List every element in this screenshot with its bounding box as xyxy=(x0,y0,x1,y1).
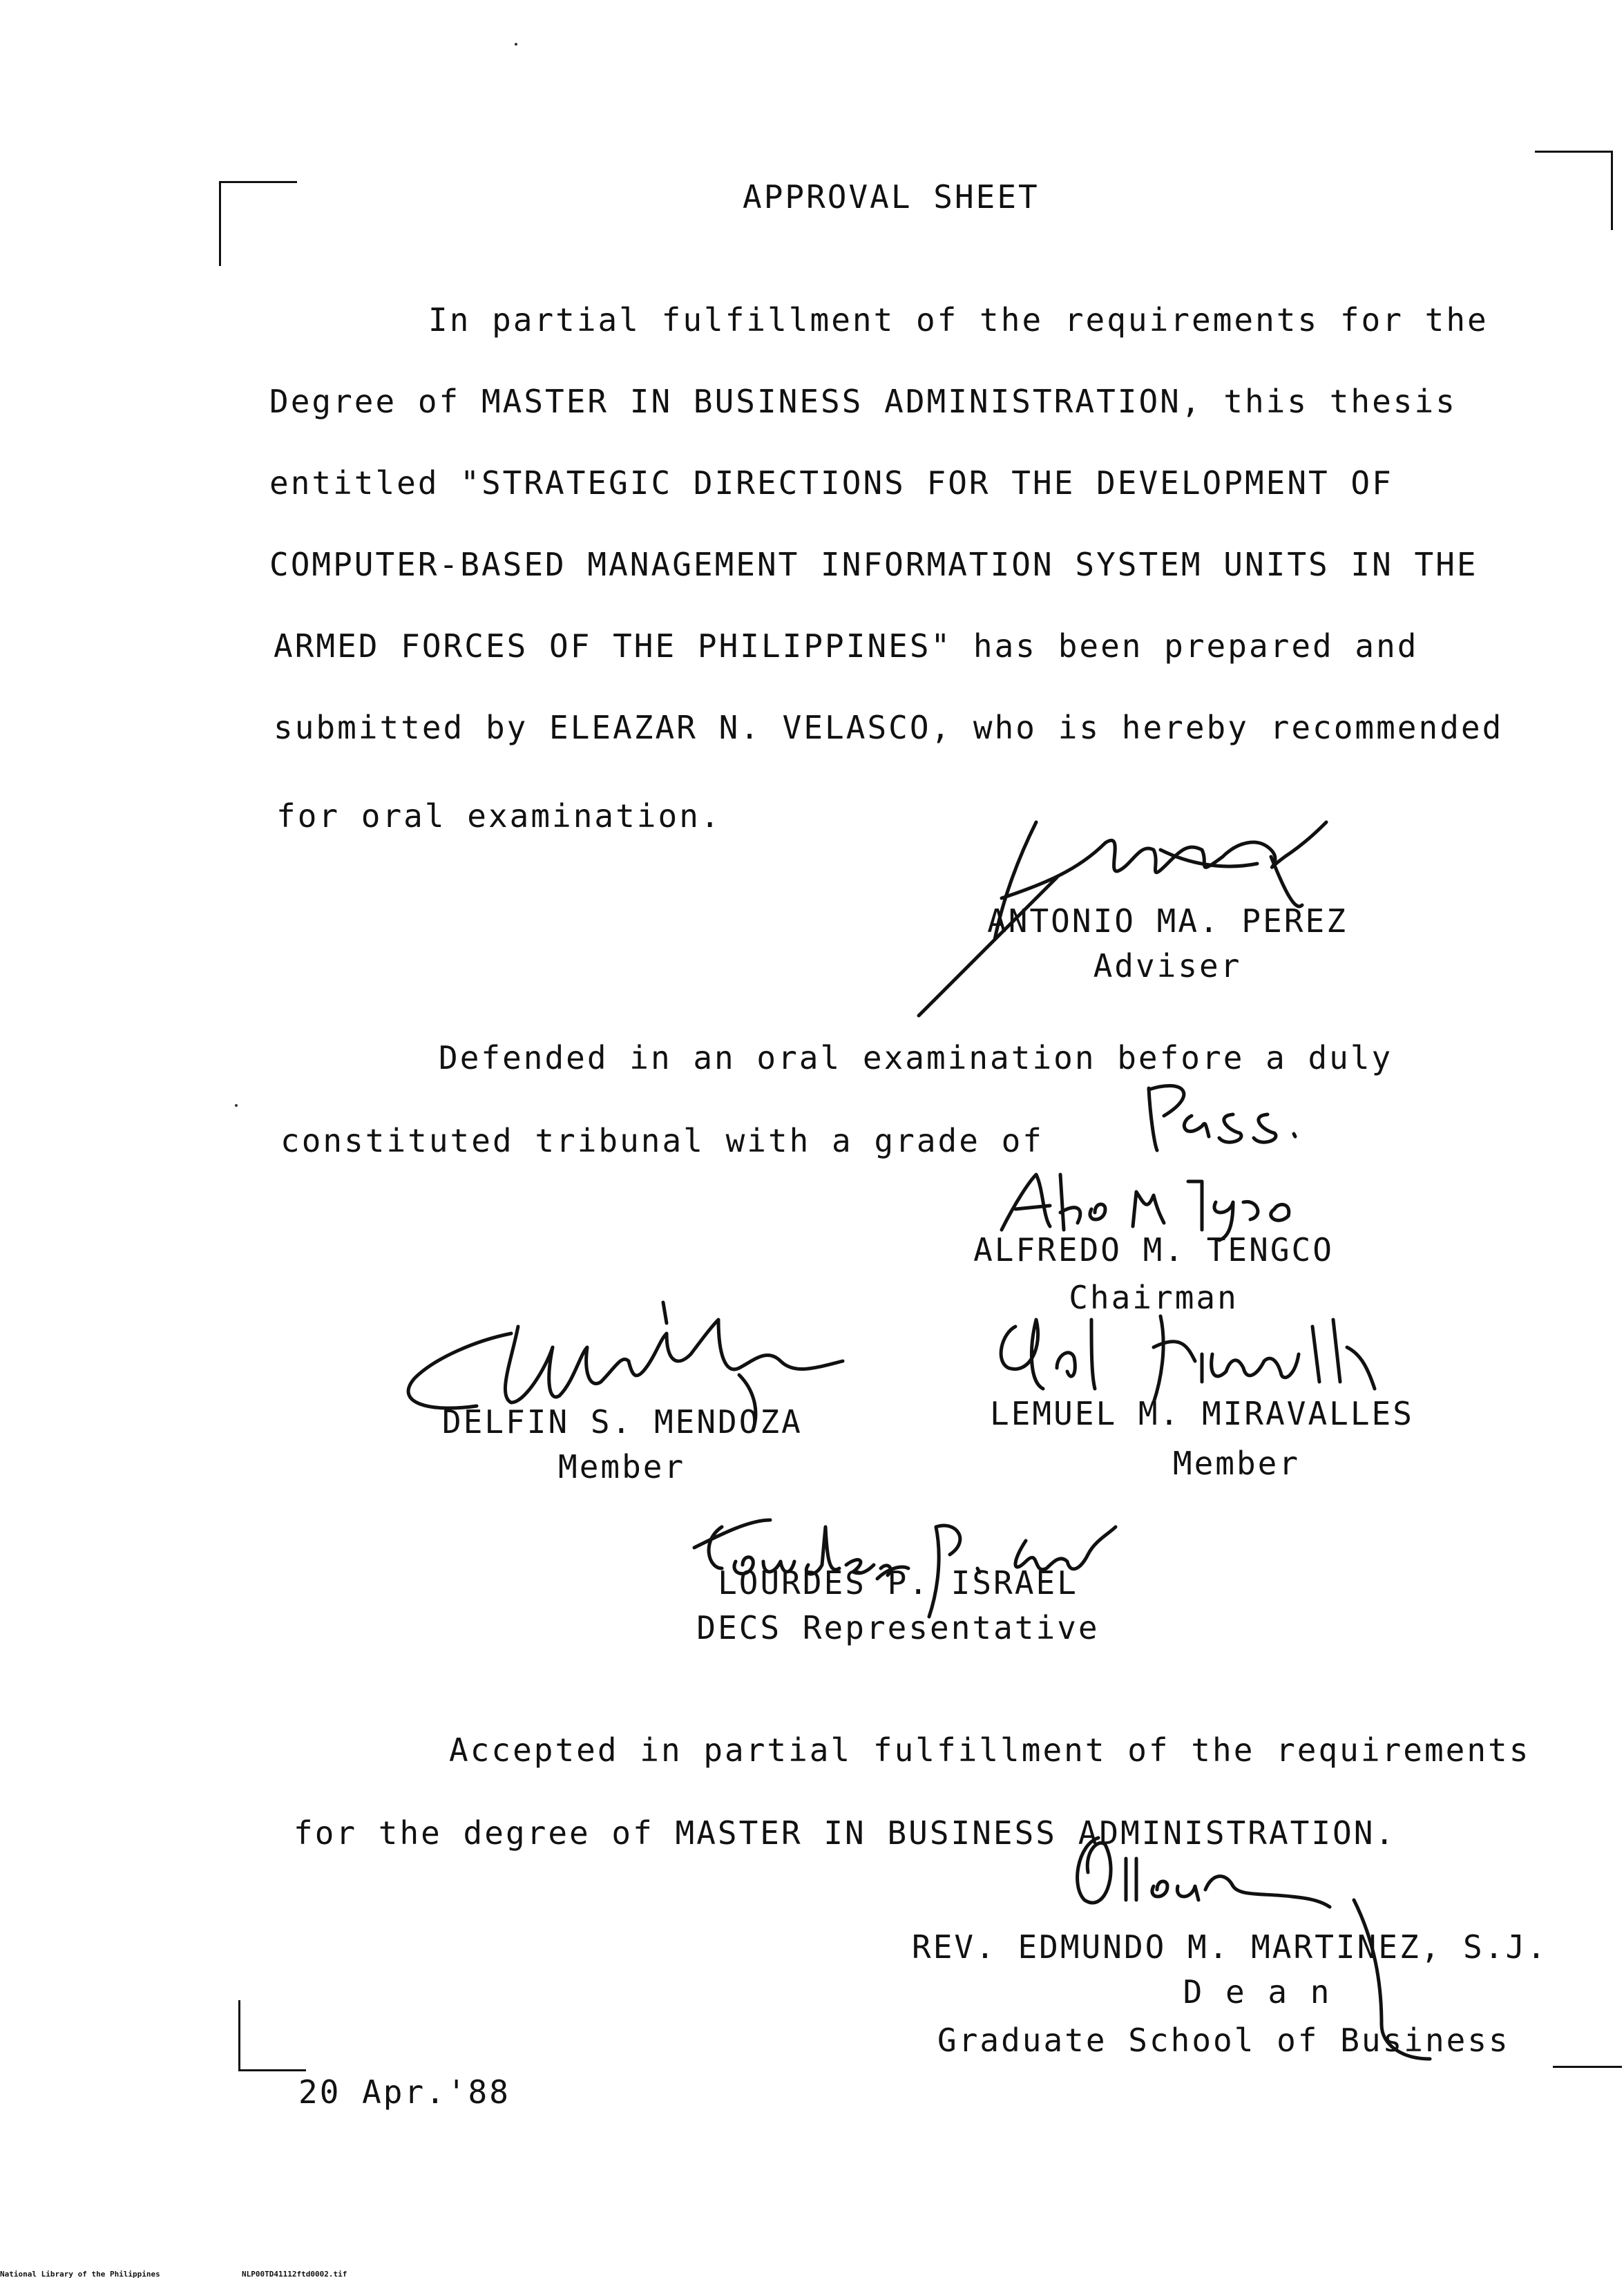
footer-filename: NLP00TD41112ftd0002.tif xyxy=(242,2270,347,2279)
paragraph-line: Accepted in partial fulfillment of the requirements xyxy=(449,1731,1531,1769)
dean-role: D e a n xyxy=(1183,1973,1332,2011)
scan-speck xyxy=(235,1104,238,1107)
corner-mark-top-right xyxy=(1535,151,1613,230)
scan-speck xyxy=(515,43,517,46)
member-right-signature xyxy=(988,1306,1388,1409)
chairman-name: ALFREDO M. TENGCO xyxy=(973,1231,1334,1269)
chairman-role: Chairman xyxy=(1069,1279,1239,1316)
paragraph-line: for the degree of MASTER IN BUSINESS ADMINISTRATION. xyxy=(294,1814,1397,1852)
paragraph-line: COMPUTER-BASED MANAGEMENT INFORMATION SYSTEM UNITS IN THE xyxy=(269,546,1478,583)
decs-signature xyxy=(680,1499,1123,1624)
member-right-role: Member xyxy=(1172,1445,1301,1482)
member-right-name: LEMUEL M. MIRAVALLES xyxy=(990,1395,1414,1432)
corner-mark-bottom-left xyxy=(238,2000,306,2071)
paragraph-line: constituted tribunal with a grade of xyxy=(280,1122,1044,1159)
dean-name: REV. EDMUNDO M. MARTINEZ, S.J. xyxy=(912,1928,1548,1966)
paragraph-line: Defended in an oral examination before a duly xyxy=(439,1039,1393,1076)
paragraph-line: In partial fulfillment of the requirements for the xyxy=(428,301,1489,339)
adviser-role: Adviser xyxy=(1093,947,1242,985)
paragraph-line: submitted by ELEAZAR N. VELASCO, who is hereby recommended xyxy=(274,709,1504,746)
decs-role: DECS Representative xyxy=(696,1609,1100,1646)
paragraph-line: entitled "STRATEGIC DIRECTIONS FOR THE DEVELOPMENT OF xyxy=(269,464,1393,502)
member-left-name: DELFIN S. MENDOZA xyxy=(442,1403,803,1441)
corner-mark-bottom-right xyxy=(1553,2066,1622,2068)
handwritten-grade xyxy=(1136,1074,1302,1157)
adviser-name: ANTONIO MA. PEREZ xyxy=(987,902,1348,940)
date: 20 Apr.'88 xyxy=(298,2073,510,2111)
member-left-role: Member xyxy=(558,1448,686,1485)
paragraph-line: Degree of MASTER IN BUSINESS ADMINISTRATION, this thesis xyxy=(269,383,1457,420)
paragraph-line: ARMED FORCES OF THE PHILIPPINES" has been prepared and xyxy=(274,627,1419,665)
page-title: APPROVAL SHEET xyxy=(743,178,1040,216)
footer-source: National Library of the Philippines xyxy=(0,2270,160,2279)
handwritten-grade-text xyxy=(0,0,1,1)
dean-office: Graduate School of Business xyxy=(937,2022,1510,2059)
paragraph-line: for oral examination. xyxy=(276,797,722,835)
corner-mark-top-left xyxy=(219,181,297,266)
decs-name: LOURDES P. ISRAEL xyxy=(718,1564,1078,1602)
